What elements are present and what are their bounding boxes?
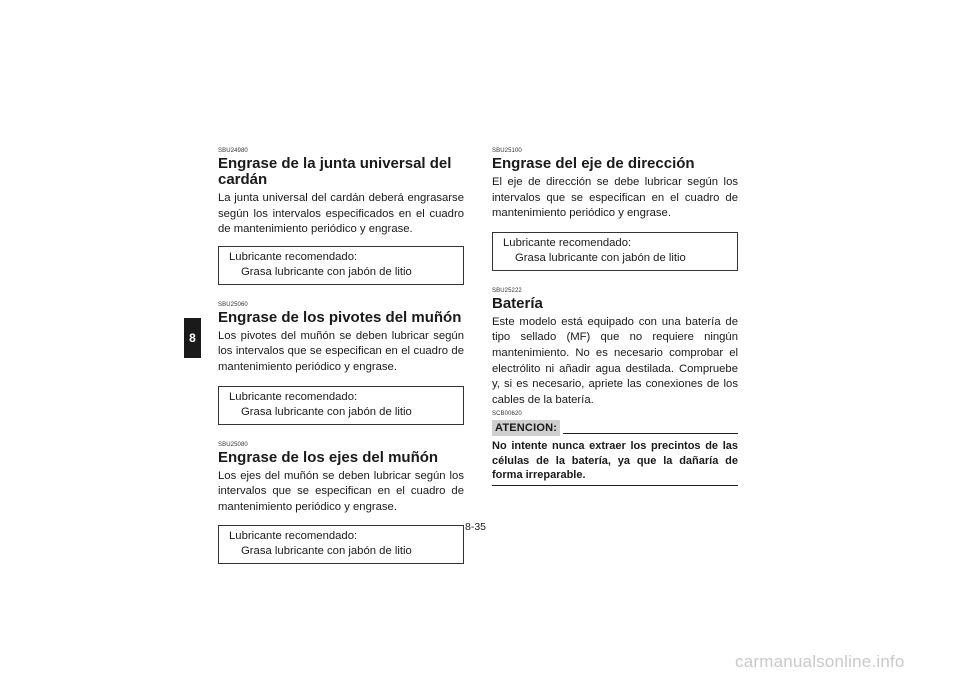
section-knuckle-shafts <box>218 442 464 565</box>
section-body: Los pivotes del muñón se deben lubricar según los intervalos que se especifican en el cuadro de mantenimiento periódico y engrase. <box>218 329 464 373</box>
section-body: El eje de dirección se debe lubricar según los intervalos que se especifican en el cuadro de mantenimiento periódico y engrase. <box>492 176 738 220</box>
lubricant-value: Grasa lubricante con jabón de litio <box>515 251 686 264</box>
section-knuckle-pivots <box>218 302 464 425</box>
right-column <box>492 148 738 486</box>
lubricant-label: Lubricante recomendado: <box>229 390 358 403</box>
lubricant-label: Lubricante recomendado: <box>229 250 358 263</box>
caution-rule <box>563 433 738 434</box>
lubricant-box <box>218 246 464 285</box>
section-steering-shaft <box>492 148 738 271</box>
section-battery <box>492 288 738 409</box>
section-title: Batería <box>492 294 543 312</box>
section-title: Engrase del eje de dirección <box>492 155 695 172</box>
caution-code: SCB00620 <box>492 411 522 418</box>
section-title: Engrase de los ejes del muñón <box>218 448 439 466</box>
caution-header <box>492 420 738 436</box>
caution-label: ATENCION: <box>492 420 560 436</box>
lubricant-label: Lubricante recomendado: <box>503 236 632 249</box>
lubricant-box <box>218 386 464 425</box>
section-body: La junta universal del cardán deberá engrasarse según los intervalos especificados en el cuadro de mantenimiento periódico y engrase. <box>218 192 464 236</box>
section-code: SBU25080 <box>218 441 248 448</box>
section-code: SBU25060 <box>218 301 248 308</box>
caution-text: No intente nunca extraer los precintos de las células de la batería, ya que la dañaría de forma irreparable. <box>492 439 738 486</box>
chapter-tab: 8 <box>184 318 201 358</box>
section-body: Los ejes del muñón se deben lubricar según los intervalos que se especifican en el cuadro de mantenimiento periódico y engrase. <box>218 469 464 513</box>
section-title: Engrase de la junta universal del cardán <box>218 155 452 188</box>
section-code: SBU24980 <box>218 148 248 154</box>
section-universal-joint <box>218 148 464 285</box>
section-title: Engrase de los pivotes del muñón <box>218 308 462 326</box>
left-column <box>218 148 464 564</box>
section-code: SBU25100 <box>492 148 522 154</box>
page-number: 8-35 <box>465 521 487 533</box>
section-body: Este modelo está equipado con una batería de tipo sellado (MF) que no requiere ningún mantenimiento. No es necesario comprobar el electrólito ni añadir agua destilada. Compruebe y, si es necesario, apriete las conexiones de los cables de la batería. <box>492 315 738 406</box>
section-code: SBU25222 <box>492 287 522 294</box>
lubricant-box <box>218 525 464 564</box>
lubricant-value: Grasa lubricante con jabón de litio <box>241 545 412 558</box>
lubricant-label: Lubricante recomendado: <box>229 530 358 543</box>
lubricant-value: Grasa lubricante con jabón de litio <box>241 265 412 278</box>
lubricant-box <box>492 232 738 271</box>
watermark: carmanualsonline.info <box>735 652 905 671</box>
caution-block <box>492 411 738 486</box>
lubricant-value: Grasa lubricante con jabón de litio <box>241 405 412 418</box>
